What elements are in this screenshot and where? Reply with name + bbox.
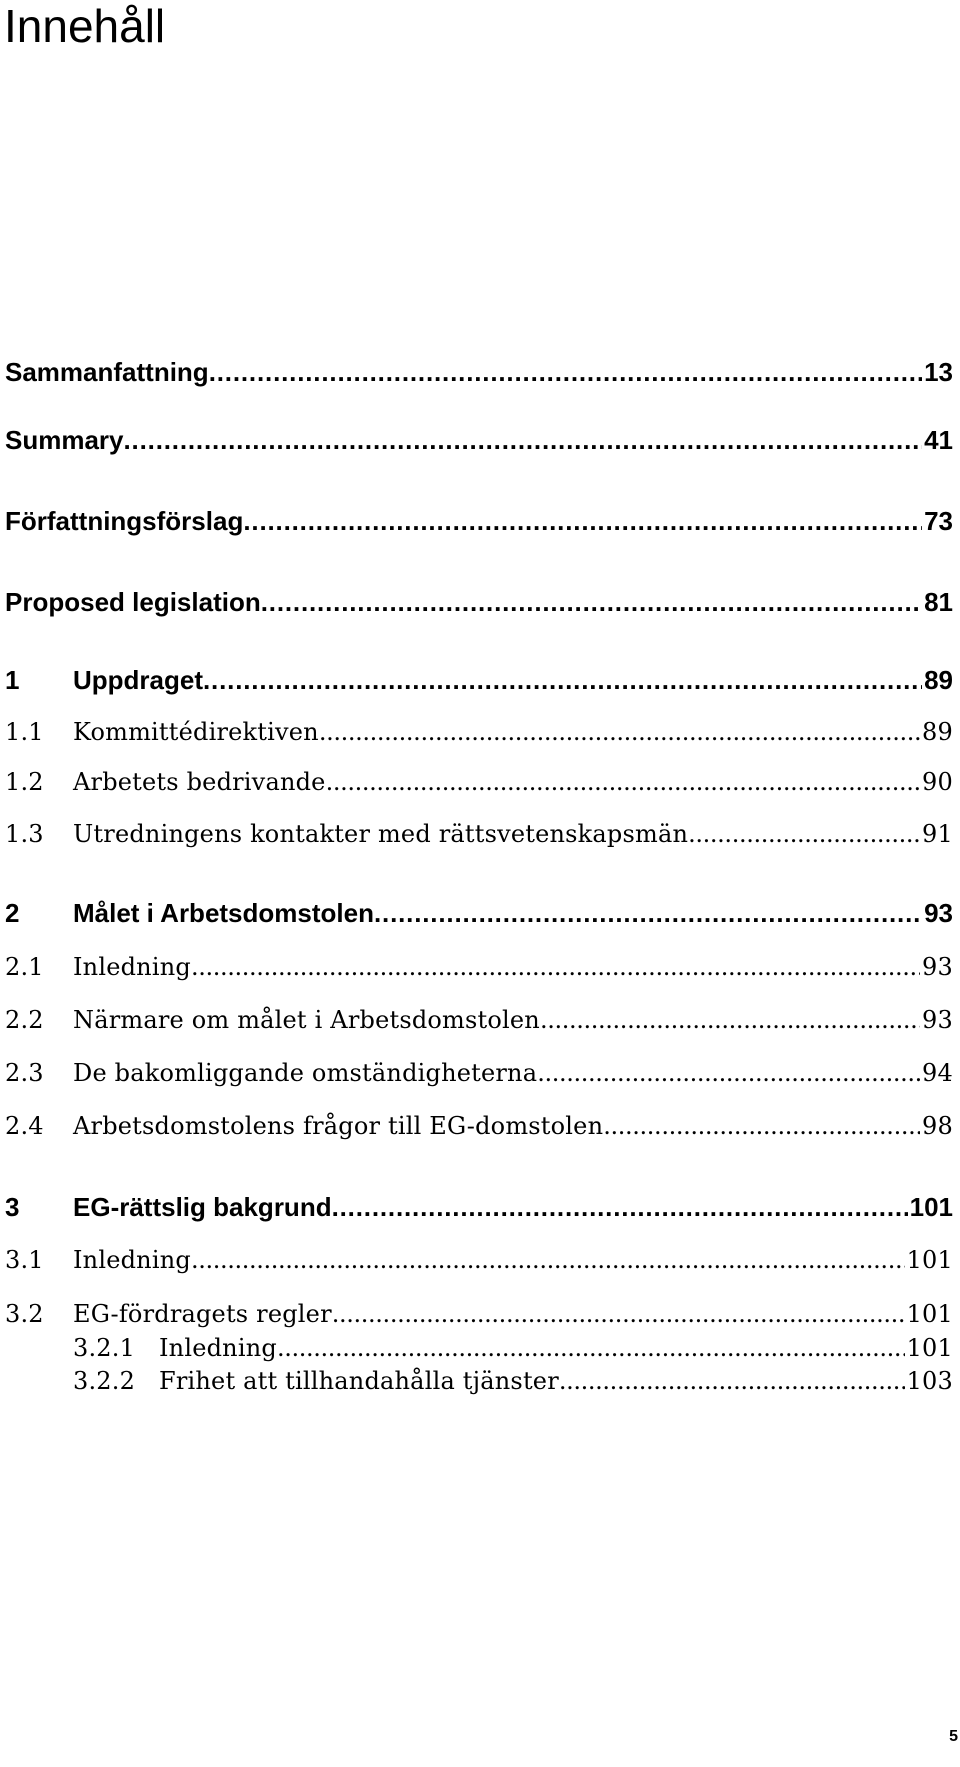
toc-entry[interactable] — [5, 953, 953, 991]
toc-entry-number: 3 — [5, 1192, 20, 1222]
toc-entry-label: EG-rättslig bakgrund — [73, 1192, 332, 1222]
toc-entry-label: Proposed legislation — [5, 587, 261, 617]
toc-entry-number: 2.3 — [5, 1059, 44, 1087]
toc-entry-page: 93 — [924, 898, 953, 928]
toc-entry-page: 94 — [922, 1059, 953, 1087]
toc-entry-number: 3.1 — [5, 1246, 44, 1274]
toc-entry-label: Arbetsdomstolens frågor till EG-domstolen — [73, 1112, 604, 1140]
toc-entry-page: 89 — [922, 718, 953, 746]
toc-leader-dots — [603, 1112, 920, 1140]
toc-entry-page: 90 — [922, 768, 953, 796]
toc-entry-label: Inledning — [73, 953, 191, 981]
toc-entry[interactable] — [5, 506, 953, 544]
toc-entry-page: 93 — [922, 953, 953, 981]
toc-entry-label: Författningsförslag — [5, 506, 244, 536]
toc-entry[interactable] — [5, 820, 953, 858]
toc-entry-label: Inledning — [73, 1246, 191, 1274]
toc-entry-label: Närmare om målet i Arbetsdomstolen — [73, 1006, 540, 1034]
toc-entry[interactable] — [73, 1367, 953, 1405]
toc-leader-dots — [688, 820, 920, 848]
toc-entry-page: 101 — [906, 1246, 953, 1274]
toc-entry-page: 73 — [924, 506, 953, 536]
toc-entry-label: Kommittédirektiven — [73, 718, 319, 746]
toc-entry-label: Arbetets bedrivande — [73, 768, 326, 796]
toc-leader-dots — [332, 1300, 905, 1328]
toc-entry-number: 2 — [5, 898, 20, 928]
toc-entry-number: 2.1 — [5, 953, 44, 981]
toc-entry-label: Utredningens kontakter med rättsvetenskapsmän — [73, 820, 689, 848]
toc-entry-label: Summary — [5, 425, 124, 455]
toc-entry-page: 81 — [924, 587, 953, 617]
page-number: 5 — [949, 1728, 958, 1745]
toc-leader-dots — [326, 768, 920, 796]
toc-entry[interactable] — [5, 718, 953, 756]
toc-entry-page: 91 — [922, 820, 953, 848]
toc-entry-label: Sammanfattning — [5, 357, 209, 387]
toc-leader-dots — [191, 1246, 905, 1274]
toc-entry-page: 101 — [906, 1334, 953, 1362]
toc-entry-number: 3.2 — [5, 1300, 44, 1328]
toc-leader-dots — [537, 1059, 920, 1087]
toc-leader-dots — [261, 587, 922, 618]
toc-entry-page: 89 — [924, 665, 953, 695]
toc-entry-label: Målet i Arbetsdomstolen — [73, 898, 374, 928]
toc-leader-dots — [243, 506, 922, 537]
toc-entry-page: 103 — [906, 1367, 953, 1395]
toc-entry[interactable] — [5, 768, 953, 806]
toc-entry-page: 101 — [909, 1192, 953, 1222]
toc-entry-number: 3.2.1 — [73, 1334, 136, 1362]
toc-entry-number: 1.2 — [5, 768, 44, 796]
toc-entry-page: 101 — [906, 1300, 953, 1328]
toc-entry-label: Uppdraget — [73, 665, 203, 695]
toc-entry[interactable] — [5, 898, 953, 936]
toc-entry[interactable] — [5, 1192, 953, 1230]
toc-entry-page: 98 — [922, 1112, 953, 1140]
toc-leader-dots — [209, 357, 922, 388]
toc-entry[interactable] — [5, 665, 953, 703]
toc-entry-number: 2.4 — [5, 1112, 44, 1140]
toc-entry-number: 2.2 — [5, 1006, 44, 1034]
toc-leader-dots — [277, 1334, 905, 1362]
toc-entry-label: De bakomliggande omständigheterna — [73, 1059, 538, 1087]
toc-entry[interactable] — [5, 587, 953, 625]
toc-leader-dots — [374, 898, 922, 929]
toc-entry-page: 13 — [924, 357, 953, 387]
toc-leader-dots — [203, 665, 922, 696]
toc-leader-dots — [319, 718, 920, 746]
toc-entry-number: 1.1 — [5, 718, 44, 746]
toc-leader-dots — [559, 1367, 905, 1395]
toc-entry[interactable] — [5, 1059, 953, 1097]
toc-entry-page: 41 — [924, 425, 953, 455]
toc-leader-dots — [332, 1192, 908, 1223]
toc-entry-label: EG-fördragets regler — [73, 1300, 332, 1328]
toc-leader-dots — [540, 1006, 920, 1034]
toc-entry-number: 1 — [5, 665, 20, 695]
toc-leader-dots — [124, 425, 923, 456]
toc-entry[interactable] — [5, 1112, 953, 1150]
toc-entry[interactable] — [5, 1006, 953, 1044]
toc-leader-dots — [191, 953, 920, 981]
toc-entry-page: 93 — [922, 1006, 953, 1034]
page-title: Innehåll — [4, 0, 166, 52]
toc-entry-label: Inledning — [159, 1334, 277, 1362]
toc-entry-label: Frihet att tillhandahålla tjänster — [159, 1367, 559, 1395]
toc-entry[interactable] — [5, 1300, 953, 1338]
toc-entry-number: 1.3 — [5, 820, 44, 848]
toc-entry-number: 3.2.2 — [73, 1367, 136, 1395]
toc-entry[interactable] — [5, 425, 953, 463]
toc-entry[interactable] — [5, 1246, 953, 1284]
toc-entry[interactable] — [5, 357, 953, 395]
